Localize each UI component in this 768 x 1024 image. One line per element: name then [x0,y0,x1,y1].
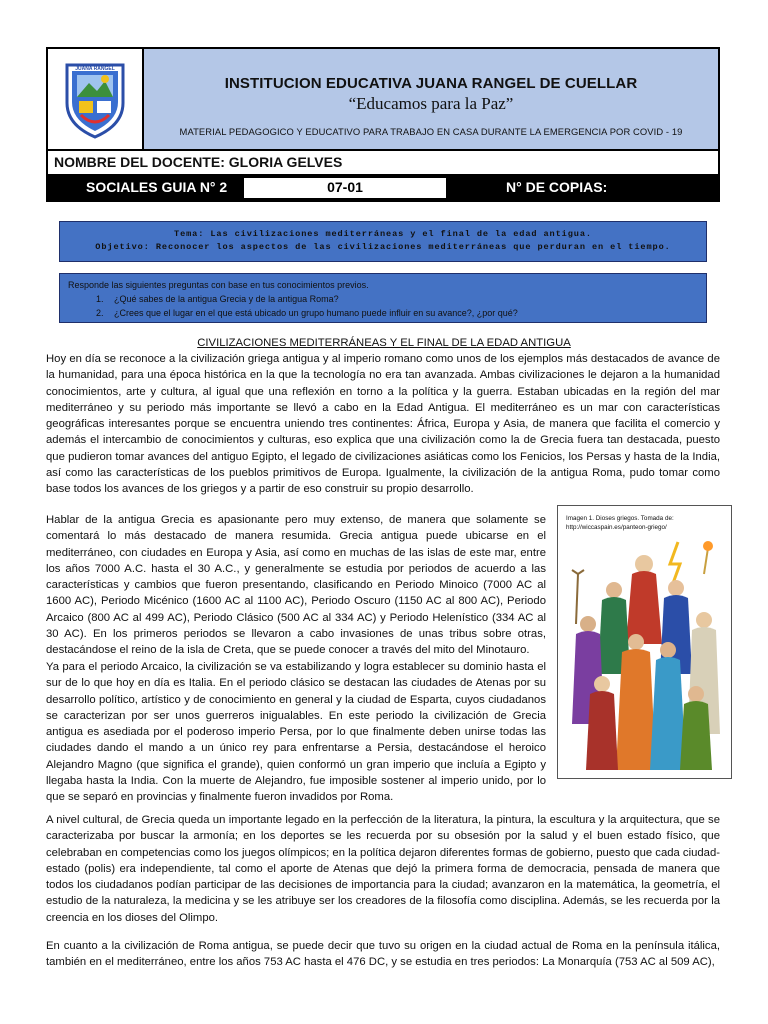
logo-text: JUANA RANGEL [75,66,115,72]
figure-caption [566,514,674,532]
material-subtitle: MATERIAL PEDAGOGICO Y EDUCATIVO PARA TRABAJO EN CASA DURANTE LA EMERGENCIA POR COVID - 19 [179,126,683,137]
shield-icon [63,59,127,139]
section-title: CIVILIZACIONES MEDITERRÁNEAS Y EL FINAL DE LA EDAD ANTIGUA [197,337,571,349]
header-table [46,47,720,151]
greek-gods-illustration [558,534,731,778]
header-title-cell [144,49,718,149]
questions-intro: Responde las siguientes preguntas con base en tus conocimientos previos. [68,280,369,290]
school-name: INSTITUCION EDUCATIVA JUANA RANGEL DE CUELLAR [224,75,638,92]
figure-caption-url: http://wiccaspain.es/panteon-griego/ [566,524,667,531]
guide-bar [46,176,720,202]
teacher-name: NOMBRE DEL DOCENTE: GLORIA GELVES [46,151,720,176]
question-item: 2. ¿Crees que el lugar en el que está ubicado un grupo humano puede influir en su avance?, ¿por qué? [106,306,706,320]
paragraph-greece: Hablar de la antigua Grecia es apasionante pero muy extenso, de manera que solamente se comentará lo más destacado de manera resumida. Grecia antigua puede ubicarse en el mediterráneo, con ciudades en Europa y Asia, así como en muchas de las islas de este mar, entre los años 7000 A.C. hasta el 30 A.C., y generalmente se estudia por periodos de acuerdo a las características y cambios que fueron presentando, clasificando en Periodo Minoico (7000 AC al 1600 AC), Periodo Micénico (1600 AC al 1100 AC), Periodo Oscuro (1150 AC al 800 AC), Periodo Arcaico (800 AC al 499 AC), Periodo Clásico (500 AC al 334 AC) y Periodo Helenístico (334 AC al 30 AC). En los primeros periodos se llevaron a cabo invasiones de unas tribus sobre otras, destacándose el reino de la isla de Creta, que se puede conocer a través del mito del Minotauro. [46,514,546,657]
copies-label: N° DE COPIAS: [506,179,608,195]
question-item: 1. ¿Qué sabes de la antigua Grecia y de la antigua Roma? [106,292,706,306]
paragraph-greece-periods: Ya para el periodo Arcaico, la civilización se va estabilizando y logra establecer su dominio hasta el sur de lo que hoy en día es Italia. En el periodo clásico se destacan las ciudades de Atenas por su desarrollo político, artístico y de conocimiento en general y la ciudad de Esparta, cuyos ciudadanos se caracterizan por ser unos guerreros inigualables. En este periodo la civilización de Grecia antigua es asediada por el poderoso imperio Persa, por lo que finalmente deben unirse todas las ciudades dando el mando a un único rey para enfrentarse a Persia, destacándose el heroico Alejandro Magno (que significa el grande), quien conformó un gran imperio que incluía a Egipto y llegaba hasta la India. Con la muerte de Alejandro, fue imposible sostener al imperio unido, por lo que se separó en provincias y finalmente fueron invadidos por Roma. [46,661,546,804]
guide-label: SOCIALES GUIA N° 2 [86,179,228,195]
questions-box [59,273,707,323]
paragraph-greek-culture: A nivel cultural, de Grecia queda un importante legado en la perfección de la literatura, la pintura, la escultura y la arquitectura, que se caracterizaba por buscar la armonía; en los deportes se les recuerda por su obsesión por la salud y el buen estado físico, que celebraban en competencias como los juegos olímpicos; en la política dejaron diferentes formas de gobierno, puesto que cada ciudad-estado (polis) era independiente, tal como el aporte de Atenas que dejó la primera forma de democracia, pensada de manera que todos los ciudadanos podían participar de las decisiones de importancia para la ciudad; avanzaron en la matemática, la geometría, el estudio de la naturaleza, la medicina y se les atribuye ser los creadores de la filosofía como disciplina. Además, se les recuerda por la creencia en los dioses del Olimpo. [46,814,720,924]
guide-code: 07-01 [244,178,446,198]
school-motto: “Educamos para la Paz” [348,94,514,113]
greek-gods-figure [557,505,732,779]
paragraph-intro: Hoy en día se reconoce a la civilización griega antigua y al imperio romano como unos de los ejemplos más destacados de avance de la humanidad, para una época histórica en la que la tecnología no era tan avanzada. Ambas civilizaciones le dejaron a la humanidad conocimientos, arte y cultura, al igual que una reflexión en torno a la política y la guerra. Estaban ubicadas en la región del mar mediterráneo y su periodo más importante se llevó a cabo en la Edad Antigua. El mediterráneo es un mar con características geográficas interesantes porque se encuentra uniendo tres continentes: África, Europa y Asia, de manera que facilita el comercio y además el intercambio de conocimientos y culturas, eso explica que una civilización como la de Grecia fuera tan destacada, puesto que pudieron tomar avances del antiguo Egipto, el legado de civilizaciones asiáticas como los Fenicios, los Persas y hasta de la India, así como las características de los pueblos primitivos de Europa. Igualmente, la civilización de la antigua Roma, pudo tomar como base todos los avances de los griegos y a partir de eso construir su propio desarrollo. [46,353,720,496]
objective-text: Objetivo: Reconocer los aspectos de las civilizaciones mediterráneas que perduran en el tiempo. [95,242,671,252]
topic-box [59,221,707,262]
questions-list [106,292,706,320]
school-logo [48,49,144,149]
figure-caption-title: Imagen 1. Dioses griegos. Tomada de: [566,515,674,522]
paragraph-rome: En cuanto a la civilización de Roma antigua, se puede decir que tuvo su origen en la ciudad actual de Roma en la península itálica, también en el mediterráneo, entre los años 753 AC hasta el 476 DC, y se estudia en tres periodos: La Monarquía (753 AC al 509 AC), [46,940,720,969]
topic-text: Tema: Las civilizaciones mediterráneas y el final de la edad antigua. [174,229,592,239]
